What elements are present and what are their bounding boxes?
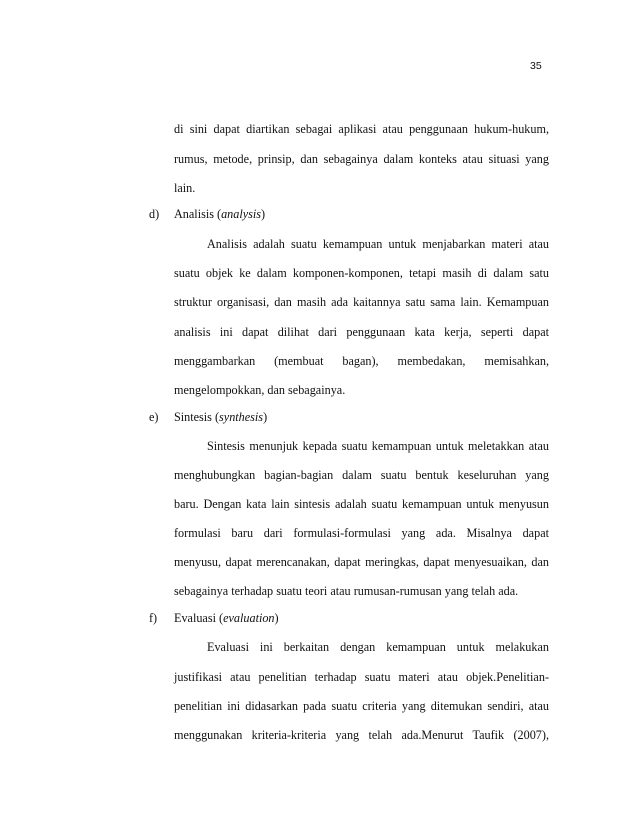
body-line (174, 325, 549, 339)
heading-title: Evaluasi (174, 611, 216, 625)
body-line: justifikasi atau penelitian terhadap suatu materi atau objek.Penelitian- (174, 670, 549, 684)
body-line: formulasi baru dari formulasi-formulasi yang ada. Misalnya dapat (174, 526, 549, 540)
body-line: lain. (174, 181, 196, 195)
body-line: sebagainya terhadap suatu teori atau rumusan-rumusan yang telah ada. (174, 584, 519, 598)
body-line: rumus, metode, prinsip, dan sebagainya dalam konteks atau situasi yang (174, 152, 549, 166)
heading-title: Analisis (174, 207, 214, 221)
body-line: mengelompokkan, dan sebagainya. (174, 383, 346, 397)
body-line: menyusu, dapat merencanakan, dapat meringkas, dapat menyesuaikan, dan (174, 555, 549, 569)
body-line: menggunakan kriteria-kriteria yang telah ada.Menurut Taufik (2007), (174, 728, 549, 742)
body-line: di sini dapat diartikan sebagai aplikasi atau penggunaan hukum-hukum, (174, 122, 549, 136)
heading-title: Sintesis (174, 410, 212, 424)
section-heading: Evaluasi (evaluation) (174, 611, 279, 625)
line-text: analisis ini dapat dilihat dari penggunaan kata kerja, seperti dapat (174, 325, 549, 339)
body-line: menghubungkan bagian-bagian dalam suatu bentuk keseluruhan yang (174, 468, 549, 482)
list-marker: d) (149, 207, 160, 221)
page-number: 35 (530, 60, 542, 72)
body-line: Analisis adalah suatu kemampuan untuk menjabarkan materi atau (207, 237, 549, 251)
list-marker: f) (149, 611, 158, 625)
body-line: Sintesis menunjuk kepada suatu kemampuan untuk meletakkan atau (207, 439, 549, 453)
body-line: baru. Dengan kata lain sintesis adalah suatu kemampuan untuk menyusun (174, 497, 549, 511)
body-line: penelitian ini didasarkan pada suatu criteria yang ditemukan sendiri, atau (174, 699, 549, 713)
heading-term: evaluation (223, 611, 275, 625)
list-marker: e) (149, 410, 159, 424)
section-heading: Sintesis (synthesis) (174, 410, 268, 424)
section-heading: Analisis (analysis) (174, 207, 266, 221)
body-line: Evaluasi ini berkaitan dengan kemampuan untuk melakukan (207, 640, 549, 654)
body-line: struktur organisasi, dan masih ada kaitannya satu sama lain. Kemampuan (174, 295, 549, 309)
heading-term: synthesis (219, 410, 264, 424)
body-line: menggambarkan (membuat bagan), membedakan, memisahkan, (174, 354, 549, 368)
heading-term: analysis (221, 207, 262, 221)
body-line: suatu objek ke dalam komponen-komponen, tetapi masih di dalam satu (174, 266, 549, 280)
